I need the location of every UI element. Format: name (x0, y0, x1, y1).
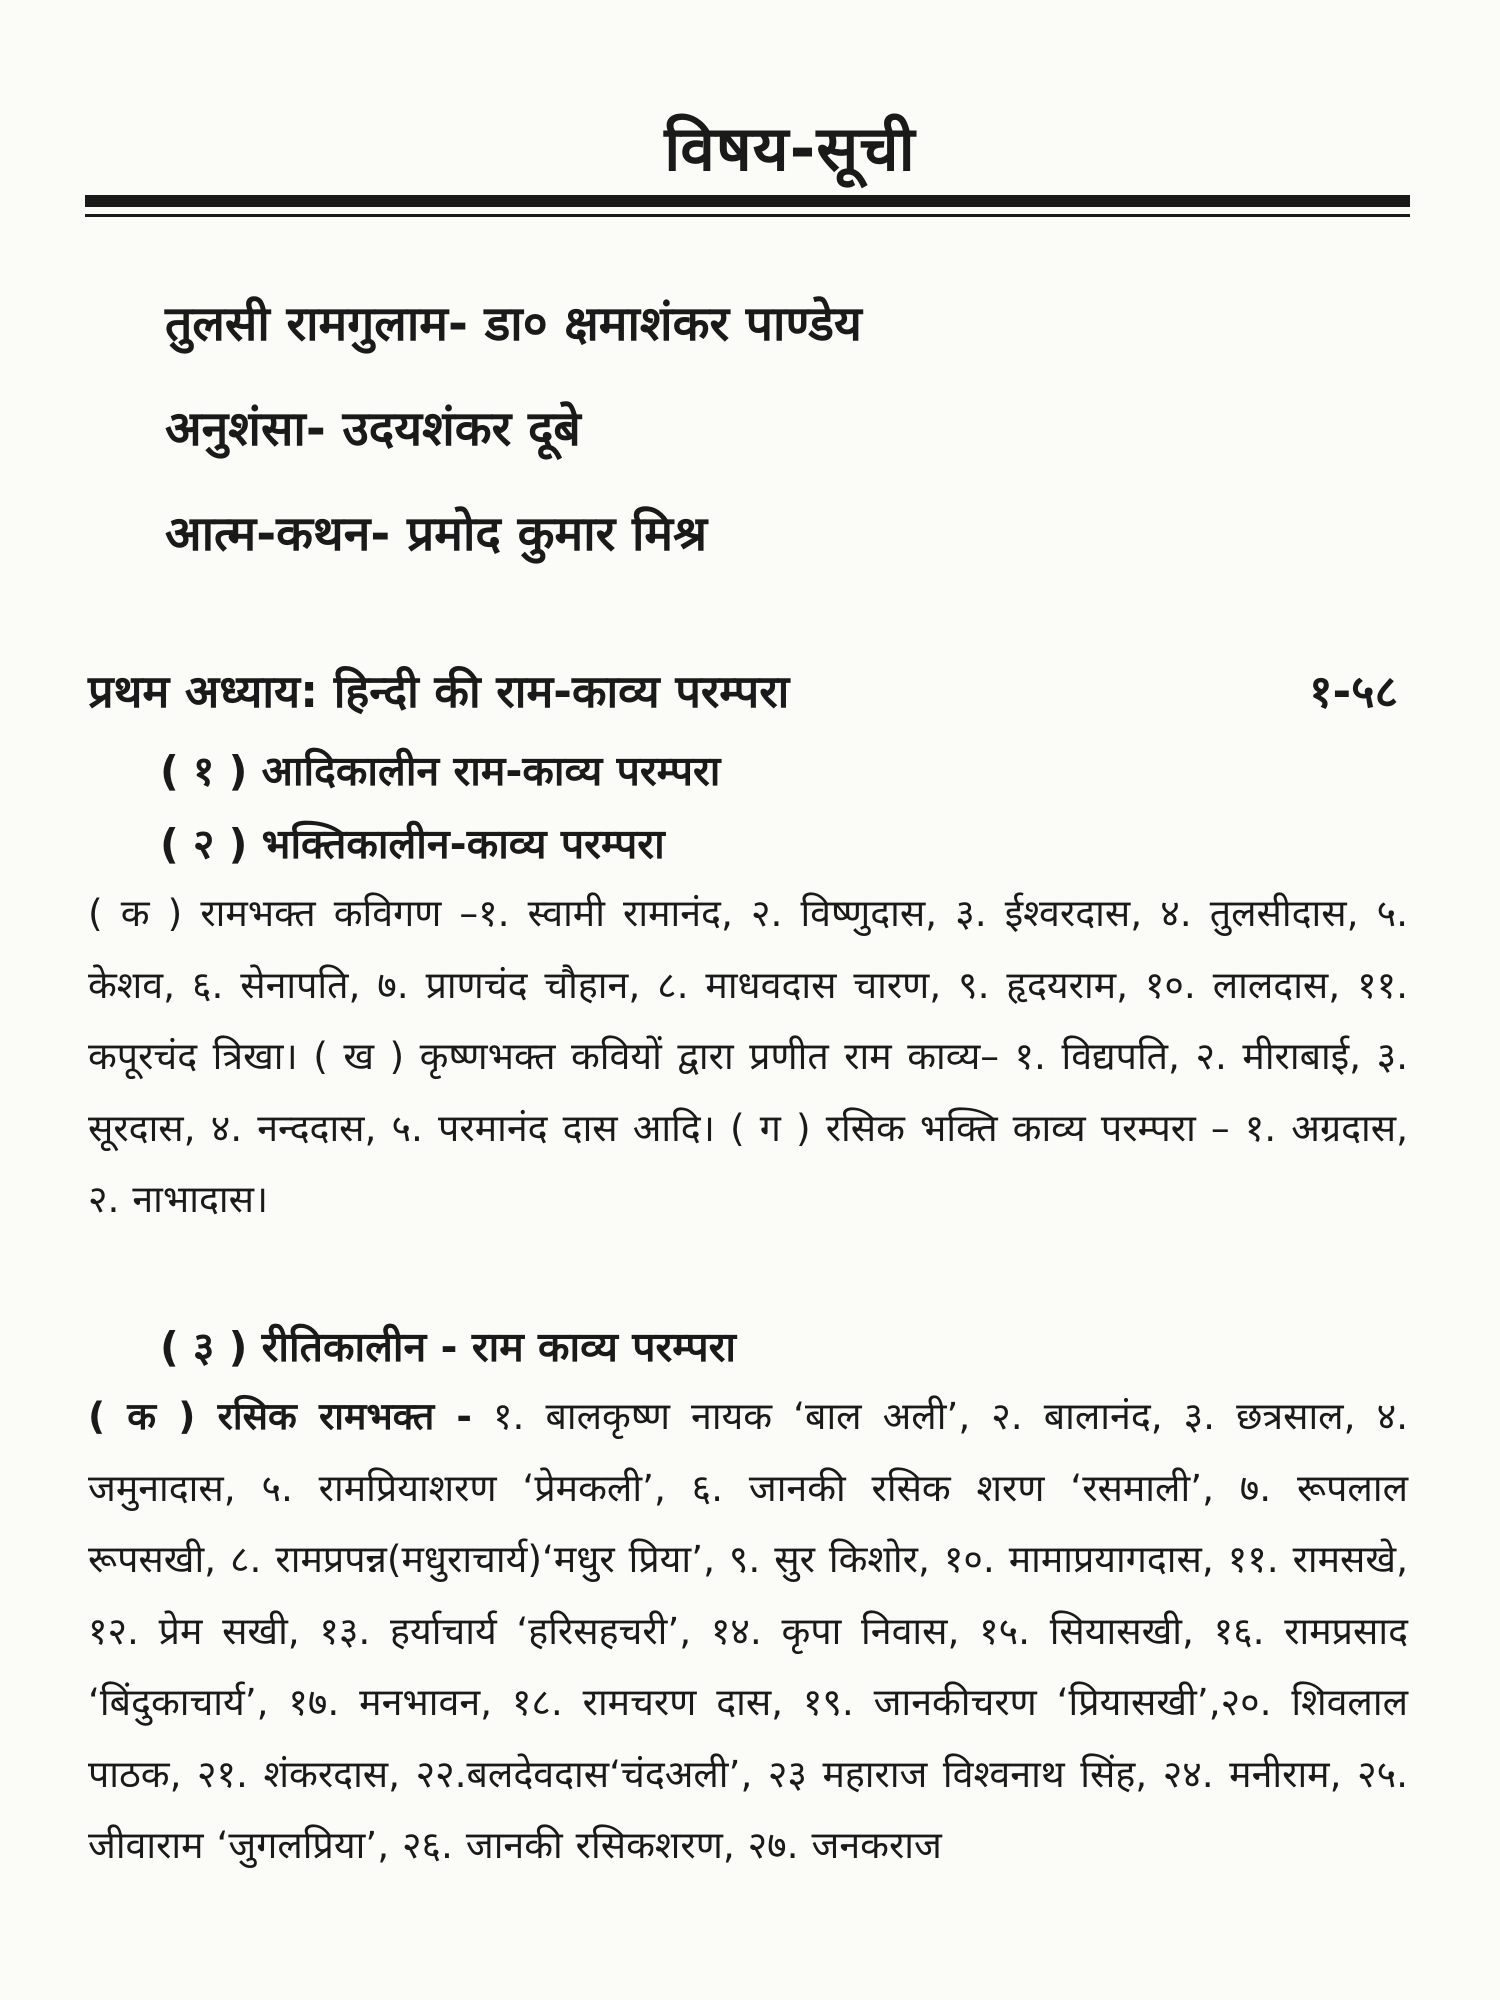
title-rule-thin (85, 214, 1410, 217)
section-heading: ( ३ ) रीतिकालीन - राम काव्य परम्परा (160, 1323, 737, 1371)
paragraph-body: १. बालकृष्ण नायक ‘बाल अली’, २. बालानंद, ३. छत्रसाल, ४. जमुनादास, ५. रामप्रियाशरण ‘प्रेमकली’, ६. जानकी रसिक शरण ‘रसमाली’, ७. रूपलाल रूपसखी, ८. रामप्रपन्न(मधुराचार्य)‘मधुर प्रिया’, ९. सुर किशोर, १०. मामाप्रयागदास, ११. रामसखे, १२. प्रेम सखी, १३. हर्याचार्य ‘हरिसहचरी’, १४. कृपा निवास, १५. सियासखी, १६. रामप्रसाद ‘बिंदुकाचार्य’, १७. मनभावन, १८. रामचरण दास, १९. जानकीचरण ‘प्रियासखी’,२०. शिवलाल पाठक, २१. शंकरदास, २२.बलदेवदास‘चंदअली’, २३ महाराज विश्वनाथ सिंह, २४. मनीराम, २५. जीवाराम ‘जुगलप्रिया’, २६. जानकी रसिकशरण, २७. जनकराज (88, 1394, 1408, 1867)
section-heading: ( २ ) भक्तिकालीन-काव्य परम्परा (160, 820, 665, 868)
section-heading: ( १ ) आदिकालीन राम-काव्य परम्परा (160, 747, 721, 795)
front-matter-item: अनुशंसा- उदयशंकर दूबे (165, 401, 581, 457)
chapter-title: प्रथम अध्याय: हिन्दी की राम-काव्य परम्परा (88, 665, 790, 718)
chapter-heading (88, 660, 1408, 721)
chapter-page-range: १-५८ (1309, 665, 1398, 718)
front-matter-item: आत्म-कथन- प्रमोद कुमार मिश्र (165, 506, 708, 562)
section-paragraph (88, 1381, 1408, 1882)
title-rule-thick (85, 195, 1410, 207)
paragraph-lead: ( क ) रसिक रामभक्त - (88, 1394, 472, 1438)
section-paragraph: ( क ) रामभक्त कविगण –१. स्वामी रामानंद, २. विष्णुदास, ३. ईश्वरदास, ४. तुलसीदास, ५. केशव, ६. सेनापति, ७. प्राणचंद चौहान, ८. माधवदास चारण, ९. हृदयराम, १०. लालदास, ११. कपूरचंद त्रिखा। ( ख ) कृष्णभक्त कवियों द्वारा प्रणीत राम काव्य– १. विद्यपति, २. मीराबाई, ३. सूरदास, ४. नन्ददास, ५. परमानंद दास आदि। ( ग ) रसिक भक्ति काव्य परम्परा – १. अग्रदास, २. नाभादास। (88, 891, 1408, 1221)
front-matter-item: तुलसी रामगुलाम- डा० क्षमाशंकर पाण्डेय (165, 296, 862, 352)
page-title: विषय-सूची (664, 112, 916, 185)
